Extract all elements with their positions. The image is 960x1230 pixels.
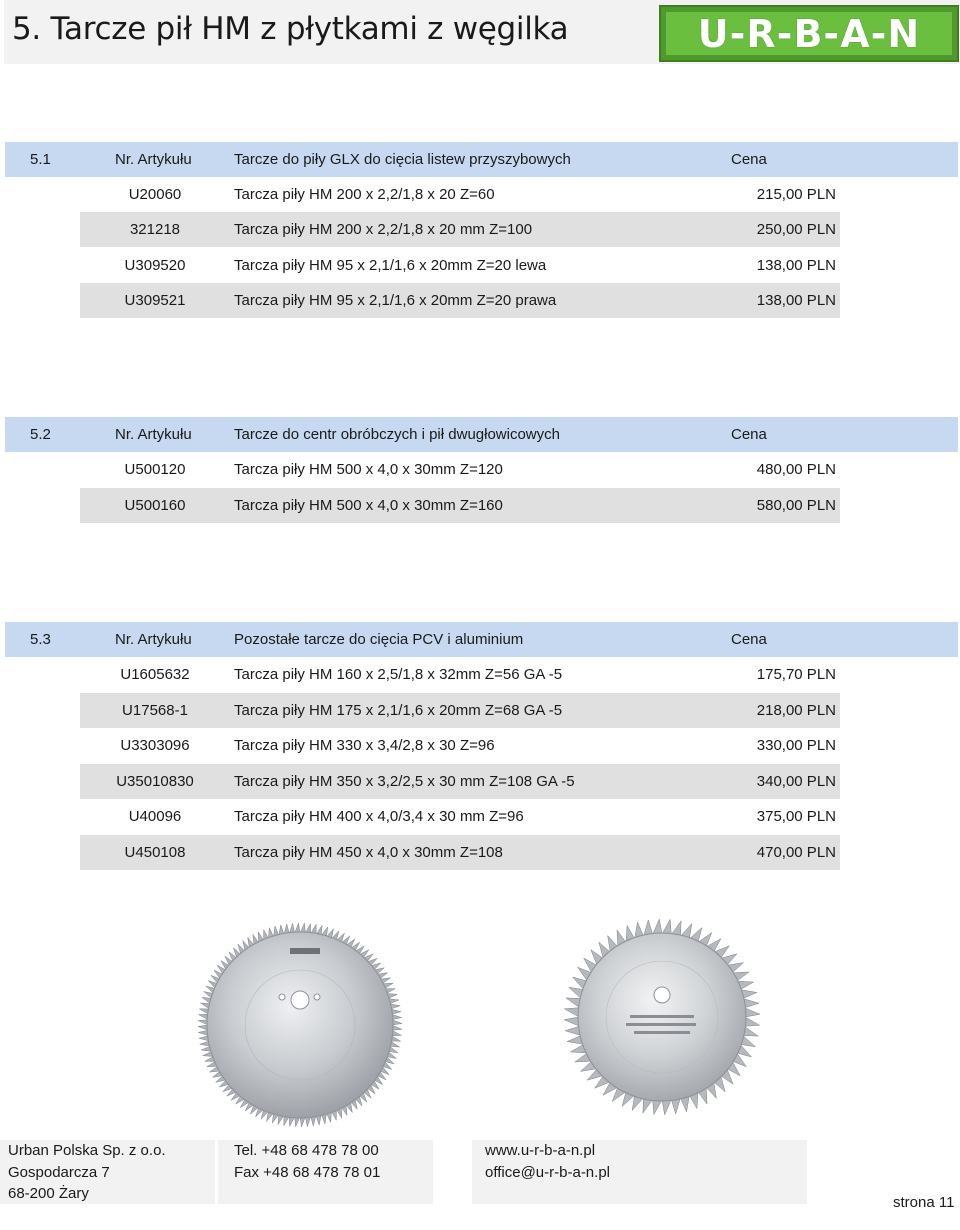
section-title: Pozostałe tarcze do cięcia PCV i aluminium [234, 631, 524, 648]
article-code: U500120 [124, 461, 186, 478]
article-description: Tarcza piły HM 450 x 4,0 x 30mm Z=108 [234, 844, 503, 861]
article-description: Tarcza piły HM 500 x 4,0 x 30mm Z=120 [234, 461, 503, 478]
column-price: Cena [731, 426, 767, 443]
section-number: 5.3 [30, 631, 51, 648]
fax: Fax +48 68 478 78 01 [234, 1163, 381, 1181]
footer-online [485, 1140, 610, 1183]
article-price: 218,00 PLN [756, 702, 836, 719]
article-price: 215,00 PLN [756, 186, 836, 203]
logo-text: U-R-B-A-N [697, 11, 921, 56]
article-code: U3303096 [120, 737, 190, 754]
article-code: U35010830 [116, 773, 194, 790]
email-link[interactable]: office@u-r-b-a-n.pl [485, 1163, 610, 1181]
article-description: Tarcza piły HM 200 x 2,2/1,8 x 20 Z=60 [234, 186, 495, 203]
column-article: Nr. Artykułu [115, 631, 192, 648]
article-code: U450108 [124, 844, 186, 861]
section-header-5-1 [5, 142, 958, 177]
article-code: U309521 [124, 292, 186, 309]
article-code: 321218 [129, 221, 181, 238]
section-number: 5.1 [30, 151, 51, 168]
article-price: 250,00 PLN [756, 221, 836, 238]
section-header-5-2 [5, 417, 958, 452]
table-row [80, 177, 840, 212]
footer-address [8, 1140, 166, 1205]
street: Gospodarcza 7 [8, 1163, 110, 1181]
article-description: Tarcza piły HM 160 x 2,5/1,8 x 32mm Z=56 GA -5 [234, 666, 563, 683]
article-price: 470,00 PLN [756, 844, 836, 861]
article-description: Tarcza piły HM 175 x 2,1/1,6 x 20mm Z=68 GA -5 [234, 702, 563, 719]
table-row [80, 835, 840, 870]
article-code: U500160 [124, 497, 186, 514]
article-code: U20060 [128, 186, 182, 203]
article-price: 175,70 PLN [756, 666, 836, 683]
saw-blade-image [195, 920, 405, 1130]
article-description: Tarcza piły HM 400 x 4,0/3,4 x 30 mm Z=96 [234, 808, 524, 825]
article-code: U17568-1 [122, 702, 188, 719]
section-title: Tarcze do piły GLX do cięcia listew przyszybowych [234, 151, 571, 168]
article-code: U40096 [128, 808, 182, 825]
article-code: U1605632 [120, 666, 190, 683]
table-row [80, 657, 840, 692]
table-row [80, 488, 840, 523]
city: 68-200 Żary [8, 1185, 89, 1202]
website-link[interactable]: www.u-r-b-a-n.pl [485, 1142, 596, 1159]
article-code: U309520 [124, 257, 186, 274]
footer-contact [234, 1140, 380, 1183]
column-article: Nr. Artykułu [115, 151, 192, 168]
article-description: Tarcza piły HM 95 x 2,1/1,6 x 20mm Z=20 lewa [234, 257, 547, 274]
table-row [80, 283, 840, 318]
table-row [80, 693, 840, 728]
column-price: Cena [731, 631, 767, 648]
article-description: Tarcza piły HM 200 x 2,2/1,8 x 20 mm Z=100 [234, 221, 533, 238]
phone: Tel. +48 68 478 78 00 [234, 1142, 379, 1159]
article-price: 330,00 PLN [756, 737, 836, 754]
article-price: 340,00 PLN [756, 773, 836, 790]
table-row [80, 452, 840, 487]
article-price: 375,00 PLN [756, 808, 836, 825]
article-price: 480,00 PLN [756, 461, 836, 478]
article-price: 138,00 PLN [756, 292, 836, 309]
article-price: 138,00 PLN [756, 257, 836, 274]
table-row [80, 248, 840, 283]
article-description: Tarcza piły HM 350 x 3,2/2,5 x 30 mm Z=108 GA -5 [234, 773, 575, 790]
article-description: Tarcza piły HM 95 x 2,1/1,6 x 20mm Z=20 prawa [234, 292, 557, 309]
column-article: Nr. Artykułu [115, 426, 192, 443]
article-description: Tarcza piły HM 500 x 4,0 x 30mm Z=160 [234, 497, 503, 514]
article-description: Tarcza piły HM 330 x 3,4/2,8 x 30 Z=96 [234, 737, 495, 754]
section-number: 5.2 [30, 426, 51, 443]
page-number: strona 11 [893, 1194, 955, 1211]
table-row [80, 799, 840, 834]
table-row [80, 212, 840, 247]
article-price: 580,00 PLN [756, 497, 836, 514]
table-row [80, 764, 840, 799]
urban-logo [659, 5, 959, 62]
company-name: Urban Polska Sp. z o.o. [8, 1142, 166, 1159]
section-header-5-3 [5, 622, 958, 657]
table-row [80, 728, 840, 763]
section-title: Tarcze do centr obróbczych i pił dwugłowicowych [234, 426, 560, 443]
page-header [4, 0, 959, 64]
page-title: 5. Tarcze pił HM z płytkami z węgilka [12, 11, 569, 47]
column-price: Cena [731, 151, 767, 168]
saw-blade-image [560, 915, 765, 1120]
